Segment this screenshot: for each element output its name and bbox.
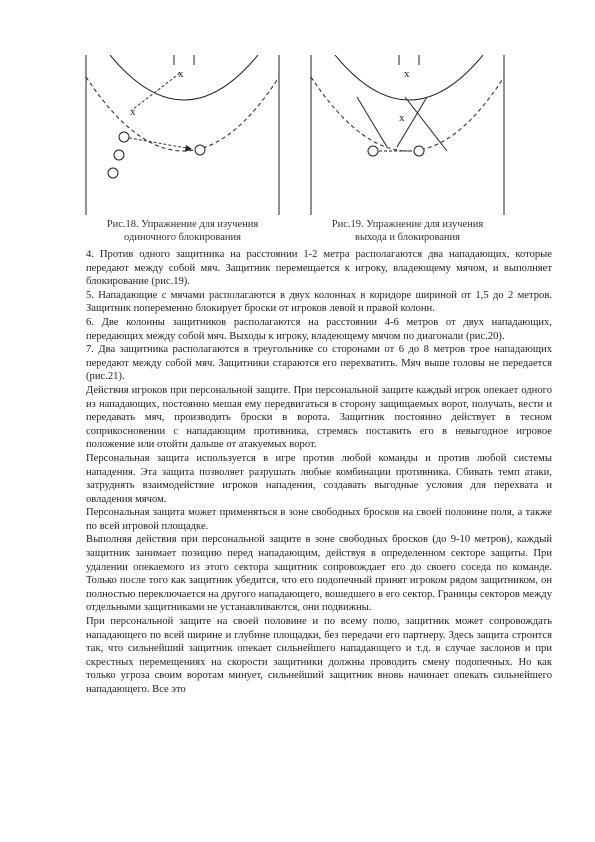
figure-18-caption <box>80 218 285 244</box>
attacker-circle-2 <box>114 150 124 160</box>
attacker-circle-target <box>195 145 205 155</box>
goalkeeper-marker: x <box>404 68 410 80</box>
document-body <box>86 248 552 697</box>
pass-line-1 <box>132 73 180 110</box>
paragraph-personal-defense-actions: Действия игроков при персональной защите. При персональной защите каждый игрок опекает одного из нападающих, постоянно мешая ему передвигаться в сторону защищаемых ворот, получать, вести и передавать мяч, производить броски в ворота. Защитник постоянно действует в тесном соприкосновении с нападающим противника, стремясь поставить его в невыгодное игровое положение или отойти дальше от атакуемых ворот. <box>86 384 552 451</box>
attacker-circle-left <box>368 146 378 156</box>
court-diagram-18 <box>80 55 285 215</box>
defender-marker: x <box>399 112 405 124</box>
figure-19-caption-line1: Рис.19. Упражнение для изучения <box>331 219 484 230</box>
figure-19-caption <box>300 218 515 244</box>
block-line-left <box>357 97 387 147</box>
attacker-circle-right <box>414 146 424 156</box>
paragraph-free-throw-zone: Выполняя действия при персональной защите в зоне свободных бросков (до 9-10 метров), каждый защитник занимает позицию перед нападающим, действуя в определенном секторе защиты. При удалении опекаемого из этого сектора защитник сопровождает его до своего соседа по команде. Только после того как защитник убедится, что его подопечный принят игроком рядом защитником, он полностью переключается на другого нападающего, вошедшего в его сектор. Границы секторов между отдельными защитниками не устанавливаются, они подвижны. <box>86 534 552 614</box>
defender-marker: x <box>130 106 136 118</box>
paragraph-exercise-6: 6. Две колонны защитников располагаются на расстоянии 4-6 метров от двух нападающих, передающих между собой мяч. Выходы к игроку, владеющему мячом по диагонали (рис.20). <box>86 316 552 342</box>
paragraph-personal-defense-usage: Персональная защита используется в игре против любой команды и против любой системы нападения. Эта защита позволяет разрушать любые комбинации противника. Сбивать темп атаки, затруднять взаимодействие игроков нападения, создавать выгодные условия для перехвата и овладения мячом. <box>86 452 552 505</box>
paragraph-exercise-4: 4. Против одного защитника на расстоянии 1-2 метра располагаются два нападающих, которые передают между собой мяч. Защитник перемещается к игроку, владеющему мячом, и выполняет блокирование (рис.19). <box>86 249 552 288</box>
paragraph-exercise-7: 7. Два защитника располагаются в треугольнике со сторонами от 6 до 8 метров трое нападающих передают между собой мяч. Защитники стараются его перехватить. Мяч выше головы не передается (рис.21). <box>86 344 552 383</box>
figure-19-diagram <box>305 55 510 215</box>
paragraph-personal-defense-zones: Персональная защита может применяться в зоне свободных бросков на своей половине поля, а также по всей игровой площадке. <box>86 507 552 532</box>
free-throw-arc <box>311 77 504 151</box>
figure-18-diagram <box>80 55 285 215</box>
movement-arrow <box>124 137 192 149</box>
court-diagram-19 <box>305 55 510 215</box>
free-throw-arc <box>86 77 279 151</box>
attacker-circle-3 <box>108 168 118 178</box>
goal-area-arc <box>110 55 258 100</box>
attacker-circle-1 <box>119 132 129 142</box>
goalkeeper-marker: x <box>178 68 184 80</box>
paragraph-own-half-defense: При персональной защите на своей половине и по всему полю, защитник может сопровождать нападающего по всей ширине и глубине площадки, без передачи его партнеру. Здесь защита строится так, что сильнейший защитник опекает сильнейшего нападающего и т.д. в случае заслонов и при скрестных перемещениях на скорости защитники должны проводить смену подопечных. Но как только угроза своим воротам минует, сильнейший защитник вновь начинает опекать сильнейшего нападающего. Все это <box>86 616 552 695</box>
figure-18-caption-line2: одиночного блокирования <box>124 232 241 243</box>
figure-18-caption-line1: Рис.18. Упражнение для изучения <box>106 219 259 230</box>
figure-19-caption-line2: выхода и блокирования <box>354 232 461 243</box>
paragraph-exercise-5: 5. Нападающие с мячами располагаются в двух колоннах в коридоре шириной от 1,5 до 2 метров. Защитник попеременно блокирует броски от игроков левой и правой колонн. <box>86 289 552 315</box>
